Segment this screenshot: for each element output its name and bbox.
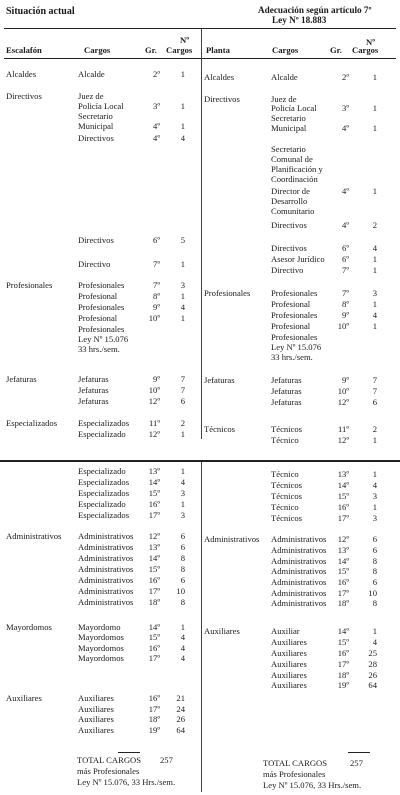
grado-value: 13º: [337, 469, 349, 479]
cargos-count: 3: [180, 488, 185, 498]
header-top-rule: [4, 28, 396, 29]
grado-value: 14º: [148, 477, 160, 487]
cargos-count: 1: [180, 429, 185, 439]
cargo-label: Técnicos: [271, 480, 303, 490]
cargo-label: Policía Local: [78, 101, 124, 111]
cargos-count: 6: [372, 397, 377, 407]
grado-value: 11º: [149, 418, 160, 428]
grado-value: 16º: [148, 575, 160, 585]
header-ncargos-right: Cargos: [352, 45, 379, 55]
cargo-label: Policía Local: [271, 103, 317, 113]
header-escalafon: Escalafón: [6, 45, 42, 55]
cargo-label: Profesionales: [271, 332, 318, 342]
cargo-label: Administrativos: [271, 577, 327, 587]
cargos-count: 26: [176, 714, 185, 724]
header-no-right: Nº: [366, 37, 376, 47]
escalafon-label: Auxiliares: [6, 693, 42, 703]
grado-value: 8º: [153, 291, 160, 301]
cargos-count: 1: [372, 626, 377, 636]
grado-value: 14º: [337, 626, 349, 636]
cargo-label: Especializado: [78, 429, 126, 439]
cargo-label: Técnicos: [271, 513, 303, 523]
cargo-label: Municipal: [78, 121, 114, 131]
cargo-label: Profesional: [78, 313, 118, 323]
cargo-label: Desarrollo: [271, 196, 308, 206]
grado-value: 16º: [337, 577, 349, 587]
cargos-count: 1: [372, 469, 377, 479]
cargos-count: 5: [180, 235, 185, 245]
cargos-count: 6: [372, 534, 377, 544]
header-gr-right: Gr.: [330, 45, 342, 55]
cargos-count: 8: [180, 553, 185, 563]
cargos-count: 6: [180, 531, 185, 541]
grado-value: 12º: [337, 435, 349, 445]
grado-value: 17º: [148, 586, 160, 596]
cargos-count: 4: [372, 310, 377, 320]
cargos-count: 1: [180, 101, 185, 111]
cargo-label: Directivo: [271, 265, 304, 275]
cargo-label: Técnico: [271, 435, 299, 445]
planta-label: Administrativos: [204, 534, 260, 544]
cargo-label: Profesionales: [78, 280, 125, 290]
cargos-count: 1: [180, 121, 185, 131]
cargo-label: 33 hrs./sem.: [78, 344, 120, 354]
grado-value: 16º: [337, 648, 349, 658]
cargo-label: Mayordomo: [78, 622, 121, 632]
grado-value: 13º: [148, 466, 160, 476]
cargo-label: Jefaturas: [78, 396, 109, 406]
cargo-label: Directivos: [271, 220, 307, 230]
grado-value: 15º: [148, 632, 160, 642]
cargos-count: 2: [372, 220, 377, 230]
grado-value: 6º: [342, 243, 349, 253]
right-total-label: TOTAL CARGOS: [263, 758, 328, 768]
cargo-label: Mayordomos: [78, 653, 124, 663]
grado-value: 18º: [337, 670, 349, 680]
grado-value: 7º: [342, 265, 349, 275]
grado-value: 12º: [337, 397, 349, 407]
cargos-count: 4: [372, 637, 377, 647]
cargo-label: Profesionales: [271, 310, 318, 320]
grado-value: 17º: [148, 653, 160, 663]
cargos-count: 1: [372, 186, 377, 196]
cargo-label: Administrativos: [271, 588, 327, 598]
grado-value: 17º: [148, 510, 160, 520]
grado-value: 18º: [148, 597, 160, 607]
grado-value: 18º: [337, 598, 349, 608]
grado-value: 9º: [342, 375, 349, 385]
grado-value: 19º: [337, 680, 349, 690]
cargos-count: 8: [372, 556, 377, 566]
cargo-label: Asesor Jurídico: [271, 254, 325, 264]
cargos-count: 25: [368, 648, 377, 658]
cargo-label: Alcalde: [271, 72, 298, 82]
cargo-label: Auxiliares: [271, 680, 307, 690]
grado-value: 17º: [337, 513, 349, 523]
cargo-label: Ley Nº 15.076: [271, 342, 322, 352]
cargos-count: 4: [180, 632, 185, 642]
planta-label: Alcaldes: [204, 72, 235, 82]
cargo-label: Administrativos: [271, 534, 327, 544]
cargo-label: Administrativos: [271, 556, 327, 566]
escalafon-label: Especializados: [6, 418, 58, 428]
grado-value: 10º: [337, 386, 349, 396]
cargo-label: Técnico: [271, 469, 299, 479]
cargo-label: Auxiliares: [271, 637, 307, 647]
grado-value: 3º: [153, 101, 160, 111]
grado-value: 4º: [342, 186, 349, 196]
cargos-count: 4: [180, 302, 185, 312]
grado-value: 3º: [342, 103, 349, 113]
cargos-count: 28: [368, 659, 377, 669]
cargo-label: Especializado: [78, 466, 126, 476]
cargo-label: Técnico: [271, 502, 299, 512]
cargo-label: Administrativos: [78, 564, 134, 574]
cargos-count: 21: [176, 693, 185, 703]
grado-value: 9º: [153, 374, 160, 384]
cargos-count: 1: [372, 123, 377, 133]
cargos-count: 1: [180, 466, 185, 476]
cargo-label: 33 hrs./sem.: [271, 352, 313, 362]
cargos-count: 1: [372, 299, 377, 309]
grado-value: 10º: [148, 313, 160, 323]
cargos-count: 8: [372, 566, 377, 576]
escalafon-label: Alcaldes: [6, 69, 37, 79]
grado-value: 13º: [337, 545, 349, 555]
grado-value: 10º: [337, 321, 349, 331]
cargo-label: Profesionales: [78, 324, 125, 334]
grado-value: 17º: [337, 659, 349, 669]
cargos-count: 1: [372, 502, 377, 512]
cargos-count: 3: [372, 491, 377, 501]
cargo-label: Comunal de: [271, 154, 313, 164]
cargo-label: Secretario: [78, 111, 113, 121]
cargos-count: 26: [368, 670, 377, 680]
grado-value: 17º: [148, 704, 160, 714]
cargo-label: Jefaturas: [271, 397, 302, 407]
cargos-count: 1: [180, 313, 185, 323]
cargo-label: Especializados: [78, 477, 130, 487]
cargo-label: Directivo: [78, 259, 111, 269]
cargos-count: 3: [180, 280, 185, 290]
left-total-value: 257: [160, 755, 173, 765]
cargo-label: Jefaturas: [271, 386, 302, 396]
cargo-label: Especializados: [78, 488, 130, 498]
cargo-label: Administrativos: [78, 531, 134, 541]
cargo-label: Director de: [271, 186, 310, 196]
cargos-count: 3: [372, 513, 377, 523]
grado-value: 12º: [337, 534, 349, 544]
cargo-label: Auxiliares: [78, 725, 114, 735]
cargo-label: Coordinación: [271, 174, 318, 184]
grado-value: 12º: [148, 531, 160, 541]
grado-value: 16º: [148, 643, 160, 653]
grado-value: 4º: [342, 123, 349, 133]
grado-value: 2º: [153, 69, 160, 79]
cargo-label: Planificación y: [271, 164, 323, 174]
cargo-label: Auxiliar: [271, 626, 300, 636]
cargo-label: Administrativos: [78, 597, 134, 607]
right-total-value: 257: [350, 758, 363, 768]
grado-value: 14º: [148, 553, 160, 563]
cargos-count: 4: [372, 480, 377, 490]
header-ncargos-left: Cargos: [166, 45, 193, 55]
cargo-label: Directivos: [78, 235, 114, 245]
cargos-count: 1: [180, 259, 185, 269]
right-total-line3: Ley Nº 15.076, 33 Hrs./sem.: [263, 780, 362, 790]
cargos-count: 4: [180, 133, 185, 143]
cargo-label: Profesionales: [271, 288, 318, 298]
cargos-count: 4: [372, 243, 377, 253]
left-total-line2: más Profesionales: [77, 766, 140, 776]
cargo-label: Auxiliares: [78, 714, 114, 724]
cargos-count: 4: [180, 477, 185, 487]
header-no-left: Nº: [180, 35, 190, 45]
planta-label: Directivos: [204, 94, 240, 104]
cargo-label: Municipal: [271, 123, 307, 133]
cargos-count: 7: [180, 385, 185, 395]
grado-value: 16º: [148, 693, 160, 703]
cargo-label: Profesional: [271, 321, 311, 331]
cargos-count: 1: [372, 72, 377, 82]
cargos-count: 1: [180, 69, 185, 79]
escalafon-label: Administrativos: [6, 531, 62, 541]
grado-value: 14º: [337, 480, 349, 490]
cargo-label: Secretario: [271, 113, 306, 123]
cargos-count: 8: [180, 597, 185, 607]
grado-value: 9º: [342, 310, 349, 320]
cargos-count: 10: [368, 588, 377, 598]
cargo-label: Jefaturas: [78, 374, 109, 384]
cargos-count: 6: [180, 396, 185, 406]
cargo-label: Mayordomos: [78, 643, 124, 653]
left-total-label: TOTAL CARGOS: [77, 755, 142, 765]
cargo-label: Ley Nº 15.076: [78, 334, 129, 344]
grado-value: 13º: [148, 542, 160, 552]
grado-value: 15º: [148, 488, 160, 498]
cargos-count: 6: [372, 577, 377, 587]
cargo-label: Técnicos: [271, 491, 303, 501]
cargos-count: 10: [176, 586, 185, 596]
header-planta: Planta: [206, 45, 230, 55]
cargos-count: 64: [368, 680, 377, 690]
cargo-label: Secretario: [271, 144, 306, 154]
right-title-line1: Adecuación según artículo 7º: [258, 5, 372, 15]
grado-value: 15º: [337, 491, 349, 501]
cargo-label: Administrativos: [78, 553, 134, 563]
cargos-count: 4: [180, 653, 185, 663]
cargo-label: Administrativos: [271, 598, 327, 608]
cargos-count: 8: [372, 598, 377, 608]
cargo-label: Profesional: [78, 291, 118, 301]
cargo-label: Auxiliares: [271, 670, 307, 680]
column-divider-top: [201, 29, 202, 439]
cargo-label: Auxiliares: [271, 648, 307, 658]
cargo-label: Comunitario: [271, 206, 315, 216]
grado-value: 9º: [153, 302, 160, 312]
header-gr-left: Gr.: [145, 45, 157, 55]
grado-value: 8º: [342, 299, 349, 309]
escalafon-label: Directivos: [6, 91, 42, 101]
cargo-label: Directivos: [78, 133, 114, 143]
grado-value: 12º: [148, 396, 160, 406]
cargo-label: Auxiliares: [78, 704, 114, 714]
grado-value: 14º: [337, 556, 349, 566]
cargo-label: Administrativos: [78, 586, 134, 596]
cargos-count: 3: [372, 288, 377, 298]
cargo-label: Directivos: [271, 243, 307, 253]
cargos-count: 1: [372, 321, 377, 331]
grado-value: 17º: [337, 588, 349, 598]
cargos-count: 3: [180, 510, 185, 520]
grado-value: 7º: [153, 259, 160, 269]
cargos-count: 1: [180, 291, 185, 301]
right-total-line2: más Profesionales: [263, 769, 326, 779]
page-break-rule: [0, 460, 400, 462]
escalafon-label: Profesionales: [6, 280, 53, 290]
grado-value: 18º: [148, 714, 160, 724]
grado-value: 4º: [153, 121, 160, 131]
cargos-count: 2: [180, 418, 185, 428]
grado-value: 7º: [153, 280, 160, 290]
cargos-count: 6: [180, 575, 185, 585]
cargo-label: Administrativos: [271, 566, 327, 576]
escalafon-label: Mayordomos: [6, 622, 52, 632]
grado-value: 15º: [148, 564, 160, 574]
escalafon-label: Jefaturas: [6, 374, 37, 384]
grado-value: 16º: [148, 499, 160, 509]
left-total-rule: [118, 752, 140, 753]
grado-value: 7º: [342, 288, 349, 298]
grado-value: 15º: [337, 566, 349, 576]
cargo-label: Auxiliares: [78, 693, 114, 703]
left-title: Situación actual: [6, 6, 75, 17]
header-cargos-right: Cargos: [272, 45, 299, 55]
cargo-label: Especializados: [78, 418, 130, 428]
cargos-count: 4: [180, 643, 185, 653]
cargos-count: 2: [372, 424, 377, 434]
cargos-count: 6: [372, 545, 377, 555]
cargo-label: Especializados: [78, 510, 130, 520]
cargo-label: Jefaturas: [78, 385, 109, 395]
header-bottom-rule: [4, 58, 396, 59]
planta-label: Auxiliares: [204, 626, 240, 636]
cargo-label: Mayordomos: [78, 632, 124, 642]
grado-value: 19º: [148, 725, 160, 735]
cargo-label: Profesional: [271, 299, 311, 309]
cargos-count: 7: [372, 386, 377, 396]
grado-value: 4º: [153, 133, 160, 143]
cargos-count: 1: [372, 103, 377, 113]
cargo-label: Juez de: [78, 91, 104, 101]
grado-value: 6º: [153, 235, 160, 245]
cargo-label: Especializado: [78, 499, 126, 509]
grado-value: 4º: [342, 220, 349, 230]
cargos-count: 1: [372, 435, 377, 445]
cargos-count: 8: [180, 564, 185, 574]
grado-value: 12º: [148, 429, 160, 439]
grado-value: 10º: [148, 385, 160, 395]
cargos-count: 6: [180, 542, 185, 552]
cargos-count: 1: [180, 622, 185, 632]
right-title-line2: Ley Nº 18.883: [272, 15, 327, 25]
cargo-label: Administrativos: [271, 545, 327, 555]
cargo-label: Profesionales: [78, 302, 125, 312]
cargo-label: Alcalde: [78, 69, 105, 79]
left-total-line3: Ley Nº 15.076, 33 Hrs./sem.: [77, 777, 176, 787]
cargos-count: 7: [180, 374, 185, 384]
cargos-count: 1: [372, 254, 377, 264]
planta-label: Profesionales: [204, 288, 251, 298]
right-total-rule: [348, 752, 370, 753]
cargo-label: Juez de: [271, 94, 297, 104]
cargo-label: Técnicos: [271, 424, 303, 434]
planta-label: Jefaturas: [204, 375, 235, 385]
cargos-count: 24: [176, 704, 185, 714]
column-divider-bottom: [201, 462, 202, 792]
cargo-label: Administrativos: [78, 542, 134, 552]
cargos-count: 7: [372, 375, 377, 385]
grado-value: 14º: [148, 622, 160, 632]
grado-value: 11º: [338, 424, 349, 434]
cargo-label: Administrativos: [78, 575, 134, 585]
cargo-label: Jefaturas: [271, 375, 302, 385]
grado-value: 16º: [337, 502, 349, 512]
cargos-count: 64: [176, 725, 185, 735]
planta-label: Técnicos: [204, 424, 236, 434]
cargo-label: Auxiliares: [271, 659, 307, 669]
grado-value: 6º: [342, 254, 349, 264]
grado-value: 15º: [337, 637, 349, 647]
cargos-count: 1: [372, 265, 377, 275]
cargos-count: 1: [180, 499, 185, 509]
header-cargos-left: Cargos: [84, 45, 111, 55]
grado-value: 2º: [342, 72, 349, 82]
